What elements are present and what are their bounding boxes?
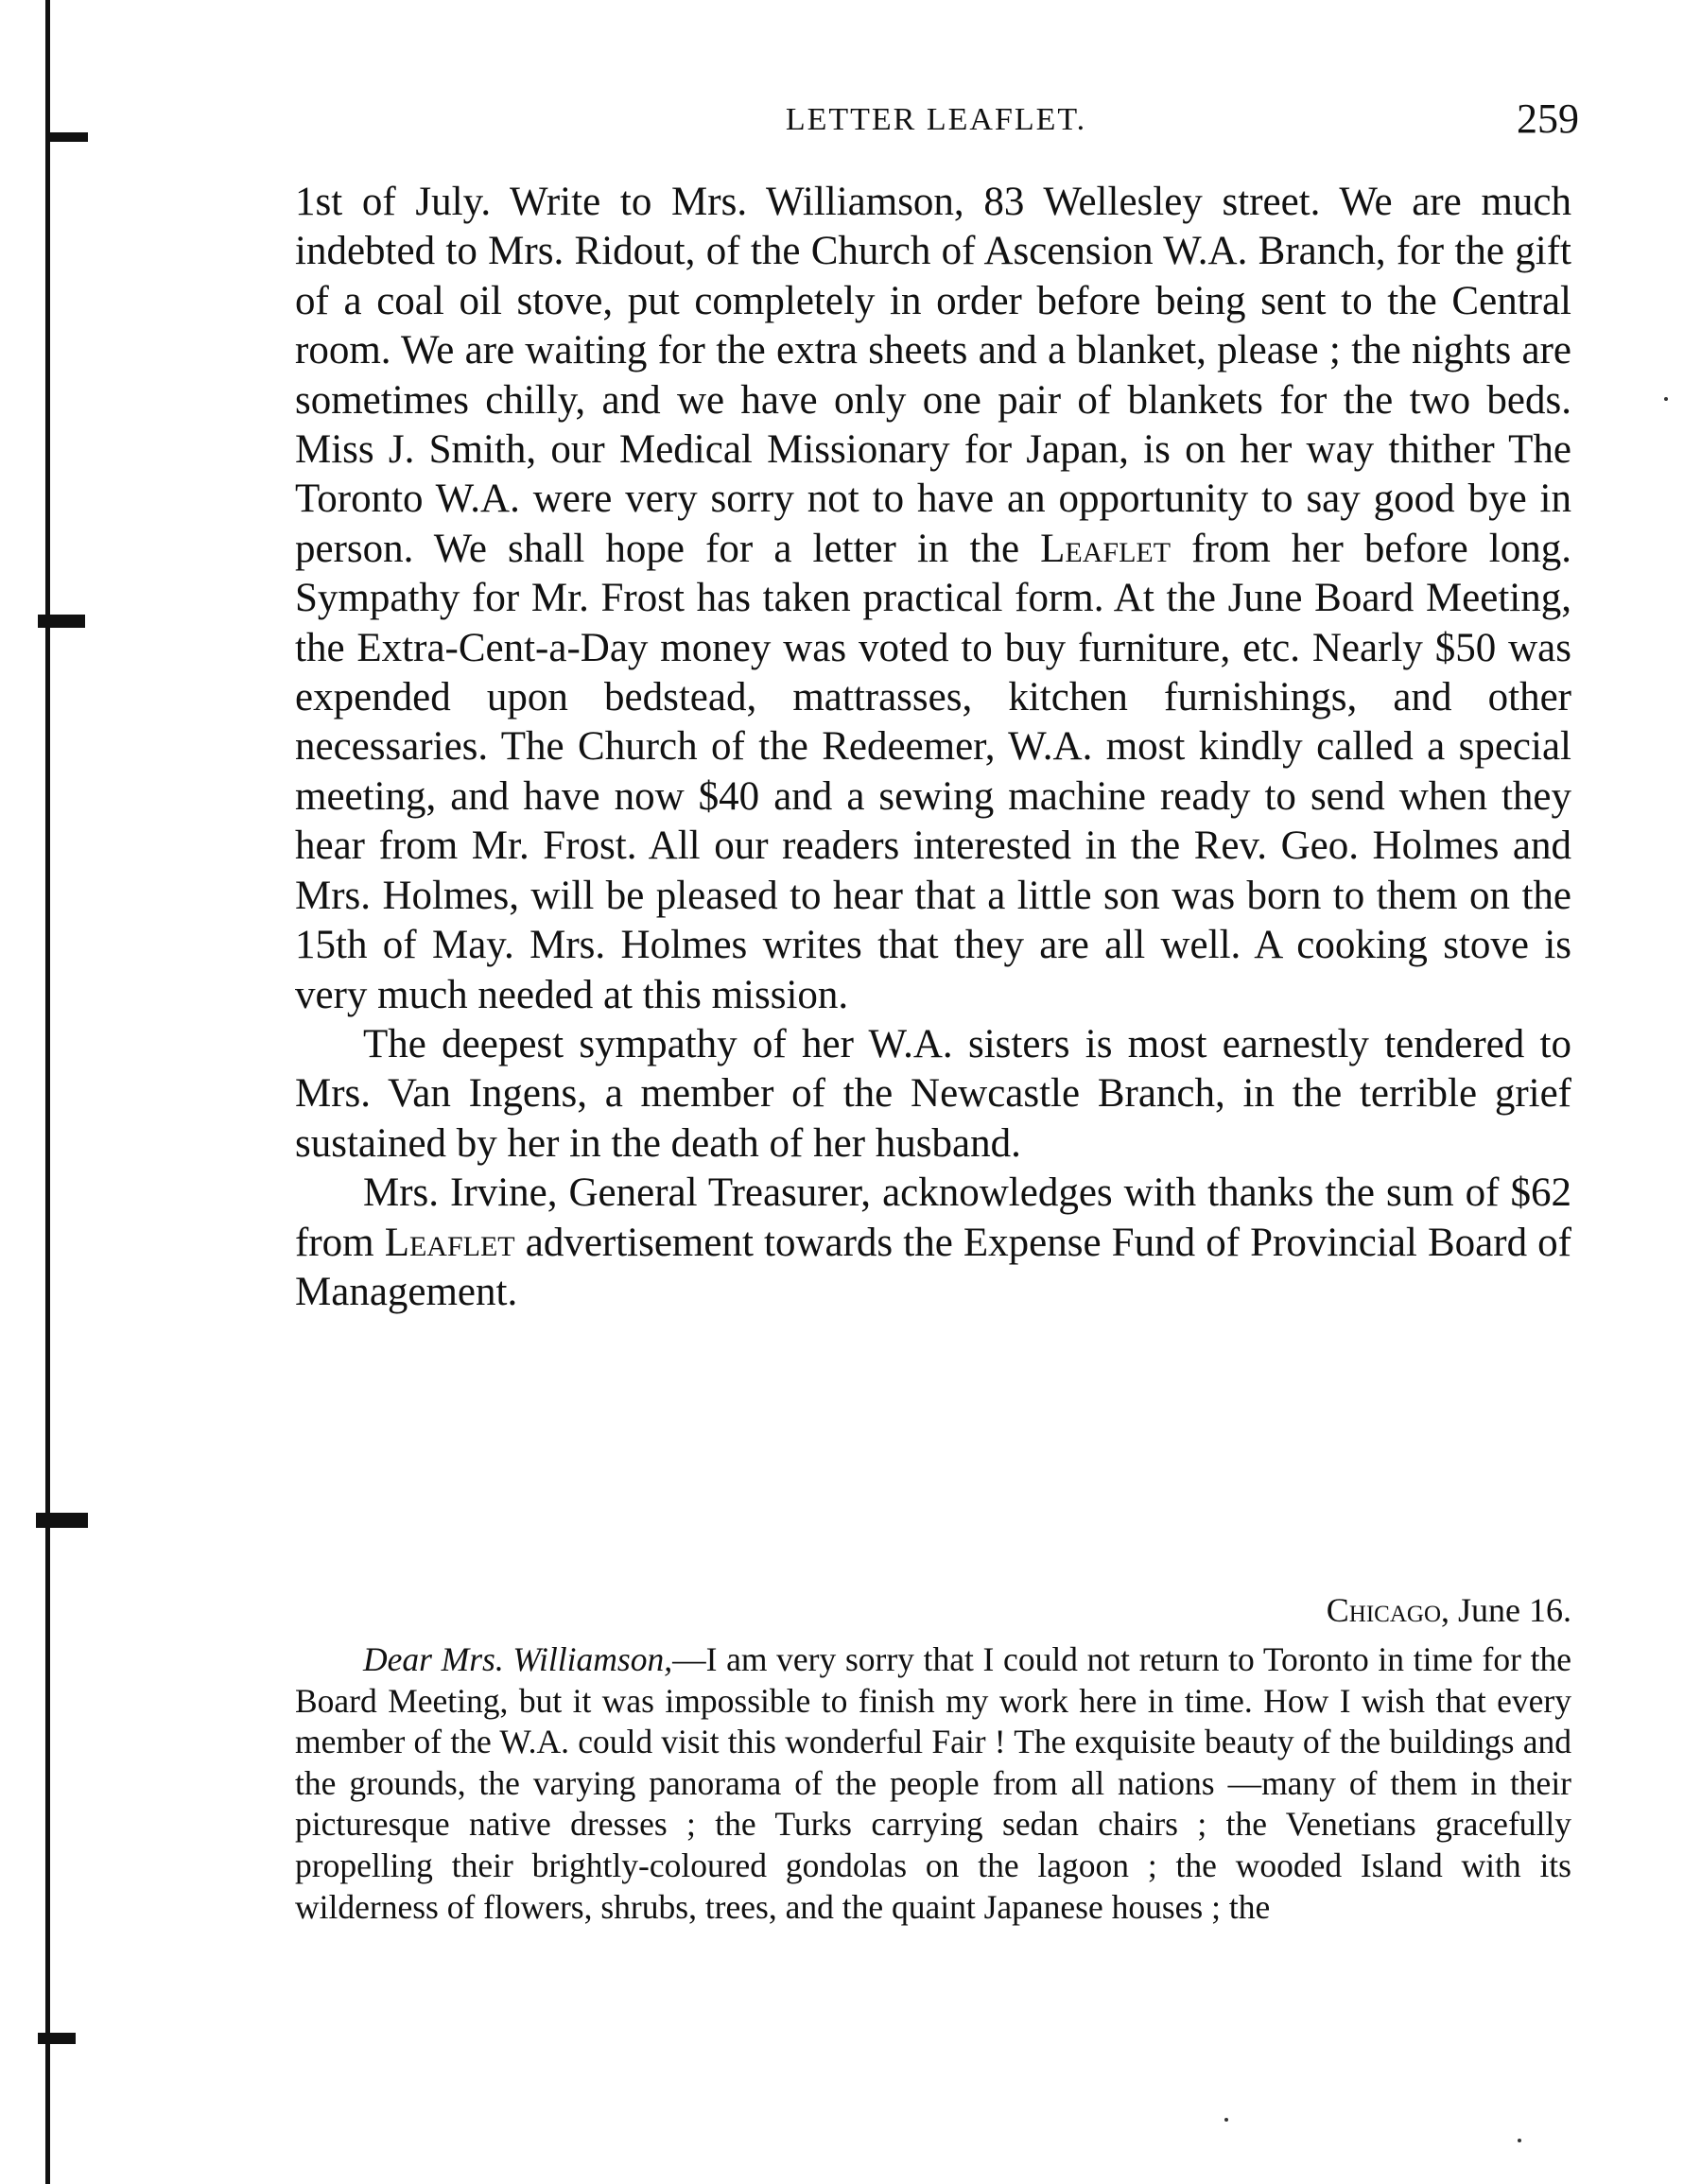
letter-body (295, 1639, 1571, 1928)
speck (1664, 397, 1668, 401)
leaflet-smallcaps: Leaflet (1040, 526, 1172, 571)
binding-mark (36, 1513, 88, 1528)
letter (295, 1588, 1571, 1928)
speck (1518, 2139, 1521, 2142)
speck (1224, 2118, 1228, 2122)
page-number: 259 (1517, 95, 1579, 142)
paragraph-text: advertisement towards the Expense Fund of Provincial Board of Management. (295, 1220, 1571, 1314)
binding-mark (38, 615, 85, 628)
dateline-date: , June 16. (1441, 1591, 1571, 1629)
binding-mark (38, 2033, 76, 2044)
paragraph-text: 1st of July. Write to Mrs. Williamson, 83 Wellesley street. We are much indebted to Mrs. Ridout, of the Church of Ascension W.A. Branch, for the gift of a coal oil stove, put completely in order before being sent to the Central room. We are waiting for the extra sheets and a blanket, please ; the nights are sometimes chilly, and we have only one pair of blankets for the two beds. Miss J. Smith, our Medical Missionary for Japan, is on her way thither The Toronto W.A. were very sorry not to have an opportunity to say good bye in person. We shall hope for a letter in the (295, 180, 1571, 571)
running-head: LETTER LEAFLET. (785, 102, 1087, 137)
article-body (295, 178, 1571, 1317)
paragraph (295, 1169, 1571, 1317)
dateline-city: Chicago (1326, 1591, 1441, 1629)
binding-mark (50, 132, 88, 142)
letter-text: —I am very sorry that I could not return to Toronto in time for the Board Meeting, but it was impossible to finish my work here in time. How I wish that every member of the W.A. could visit this wonderful Fair ! The exquisite beauty of the buildings and the grounds, the varying panorama of the people from all nations —many of them in their picturesque native dresses ; the Turks carrying sedan chairs ; the Venetians gracefully propelling their brightly-coloured gondolas on the lagoon ; the wooded Island with its wilderness of flowers, shrubs, trees, and the quaint Japanese houses ; the (295, 1640, 1571, 1926)
letter-salutation: Dear Mrs. Williamson, (363, 1640, 673, 1678)
binding-edge (45, 0, 50, 2184)
paragraph-text: Mrs. Irvine, General Treasurer, acknowledges with thanks the sum of $62 from (295, 1170, 1571, 1265)
page-header (293, 95, 1579, 151)
paragraph: The deepest sympathy of her W.A. sisters is most earnestly tendered to Mrs. Van Ingens, a member of the Newcastle Branch, in the terrible grief sustained by her in the death of her husband. (295, 1021, 1571, 1166)
leaflet-smallcaps: Leaflet (384, 1220, 515, 1265)
paragraph-text: from her before long. Sympathy for Mr. Frost has taken practical form. At the June Board Meeting, the Extra-Cent-a-Day money was voted to buy furniture, etc. Nearly $50 was expended upon bedstead, mattrasses, kitchen furnishings, and other necessaries. The Church of the Redeemer, W.A. most kindly called a special meeting, and have now $40 and a sewing machine ready to send when they hear from Mr. Frost. All our readers interested in the Rev. Geo. Holmes and Mrs. Holmes, will be pleased to hear that a little son was born to them on the 15th of May. Mrs. Holmes writes that they are all well. A cooking stove is very much needed at this mission. (295, 526, 1572, 1017)
paragraph (295, 178, 1571, 1020)
letter-dateline (295, 1588, 1571, 1632)
